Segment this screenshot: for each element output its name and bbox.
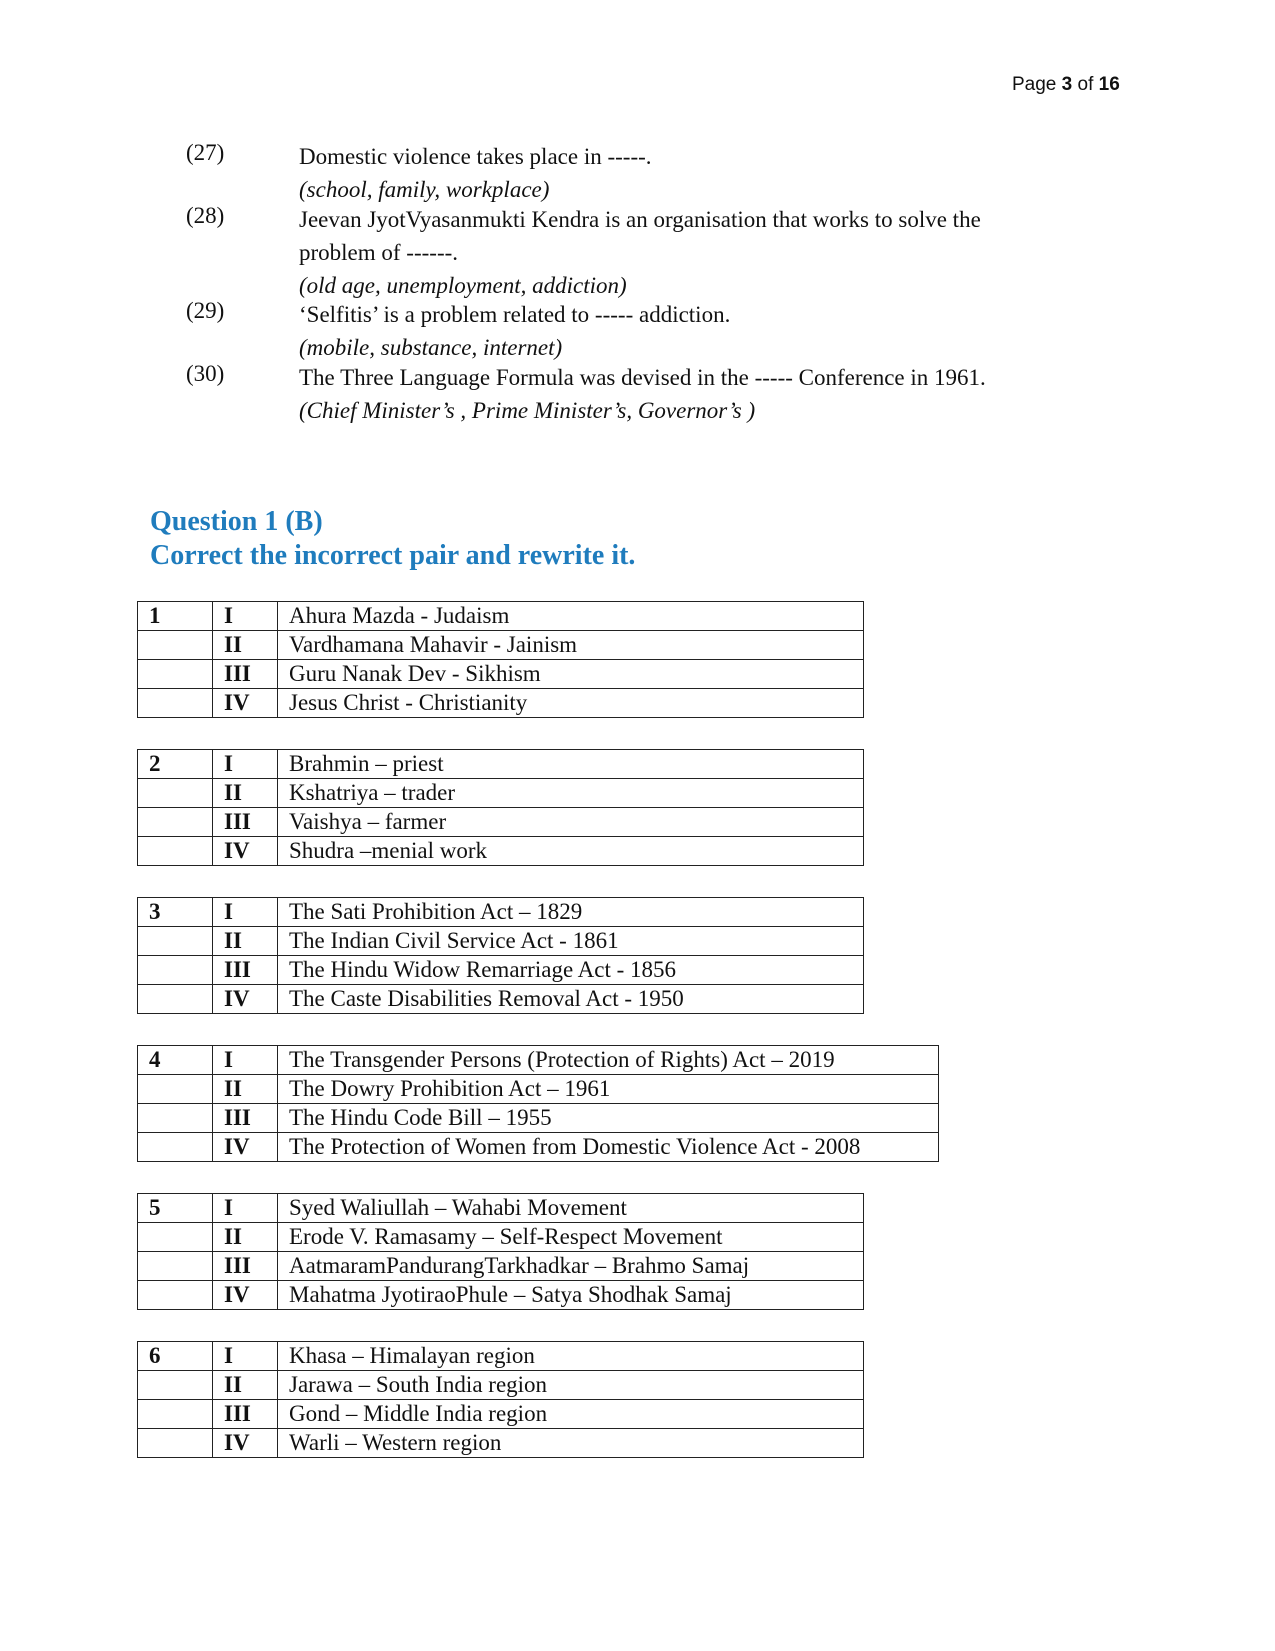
- pair-table-5: [137, 1193, 864, 1310]
- page-number: [1012, 74, 1120, 96]
- set-number: 4: [138, 1046, 213, 1075]
- set-number: 2: [138, 750, 213, 779]
- table-row: [138, 689, 864, 718]
- table-row: [138, 1400, 864, 1429]
- section-instruction: Correct the incorrect pair and rewrite it.: [150, 540, 636, 571]
- set-number: 3: [138, 898, 213, 927]
- page-of: of: [1072, 74, 1099, 95]
- table-row: [138, 898, 864, 927]
- question-28: [186, 203, 1086, 302]
- pair-statement: Kshatriya – trader: [278, 779, 864, 808]
- pair-statement: Mahatma JyotiraoPhule – Satya Shodhak Samaj: [278, 1281, 864, 1310]
- pair-table-2: [137, 749, 864, 866]
- roman-numeral: IV: [213, 689, 278, 718]
- pair-statement: The Hindu Code Bill – 1955: [278, 1104, 939, 1133]
- pair-statement: The Caste Disabilities Removal Act - 1950: [278, 985, 864, 1014]
- roman-numeral: IV: [213, 837, 278, 866]
- table-row: [138, 1075, 939, 1104]
- roman-numeral: I: [213, 1342, 278, 1371]
- table-row: [138, 1104, 939, 1133]
- roman-numeral: IV: [213, 1133, 278, 1162]
- table-row: [138, 1371, 864, 1400]
- section-title: Question 1 (B): [150, 506, 323, 537]
- question-text: problem of ------.: [299, 240, 459, 265]
- table-row: [138, 660, 864, 689]
- pair-statement: Ahura Mazda - Judaism: [278, 602, 864, 631]
- roman-numeral: IV: [213, 985, 278, 1014]
- question-number: (28): [186, 203, 225, 228]
- set-number: 1: [138, 602, 213, 631]
- pair-statement: The Hindu Widow Remarriage Act - 1856: [278, 956, 864, 985]
- table-row: [138, 602, 864, 631]
- question-number: (29): [186, 298, 225, 323]
- roman-numeral: I: [213, 1046, 278, 1075]
- table-row: [138, 1342, 864, 1371]
- question-number: (30): [186, 361, 225, 386]
- table-row: [138, 837, 864, 866]
- table-row: [138, 808, 864, 837]
- pair-table-1: [137, 601, 864, 718]
- pair-statement: Jesus Christ - Christianity: [278, 689, 864, 718]
- roman-numeral: III: [213, 660, 278, 689]
- roman-numeral: III: [213, 1400, 278, 1429]
- pair-statement: The Protection of Women from Domestic Violence Act - 2008: [278, 1133, 939, 1162]
- table-row: [138, 1429, 864, 1458]
- pair-statement: Brahmin – priest: [278, 750, 864, 779]
- pair-statement: Vaishya – farmer: [278, 808, 864, 837]
- table-row: [138, 1252, 864, 1281]
- pair-statement: Warli – Western region: [278, 1429, 864, 1458]
- roman-numeral: II: [213, 631, 278, 660]
- roman-numeral: II: [213, 1075, 278, 1104]
- table-row: [138, 1281, 864, 1310]
- table-row: [138, 985, 864, 1014]
- roman-numeral: III: [213, 1104, 278, 1133]
- table-row: [138, 631, 864, 660]
- page-total: 16: [1098, 74, 1120, 95]
- question-number: (27): [186, 140, 225, 165]
- roman-numeral: I: [213, 898, 278, 927]
- table-row: [138, 1223, 864, 1252]
- roman-numeral: II: [213, 1371, 278, 1400]
- question-30: [186, 361, 1086, 427]
- pair-statement: The Transgender Persons (Protection of Rights) Act – 2019: [278, 1046, 939, 1075]
- table-row: [138, 927, 864, 956]
- question-options: (Chief Minister’s , Prime Minister’s, Governor’s ): [299, 398, 756, 423]
- table-row: [138, 1194, 864, 1223]
- pair-statement: Shudra –menial work: [278, 837, 864, 866]
- table-row: [138, 779, 864, 808]
- pair-statement: AatmaramPandurangTarkhadkar – Brahmo Samaj: [278, 1252, 864, 1281]
- question-options: (mobile, substance, internet): [299, 335, 563, 360]
- pair-table-3: [137, 897, 864, 1014]
- roman-numeral: IV: [213, 1429, 278, 1458]
- pair-statement: Guru Nanak Dev - Sikhism: [278, 660, 864, 689]
- table-row: [138, 750, 864, 779]
- set-number: 5: [138, 1194, 213, 1223]
- table-row: [138, 1046, 939, 1075]
- pair-statement: The Indian Civil Service Act - 1861: [278, 927, 864, 956]
- roman-numeral: II: [213, 779, 278, 808]
- roman-numeral: III: [213, 808, 278, 837]
- roman-numeral: III: [213, 956, 278, 985]
- page-prefix: Page: [1012, 74, 1062, 95]
- pair-table-4: [137, 1045, 939, 1162]
- question-text: Jeevan JyotVyasanmukti Kendra is an organisation that works to solve the: [299, 207, 981, 232]
- question-options: (school, family, workplace): [299, 177, 550, 202]
- set-number: 6: [138, 1342, 213, 1371]
- roman-numeral: II: [213, 927, 278, 956]
- pair-statement: The Sati Prohibition Act – 1829: [278, 898, 864, 927]
- question-text: Domestic violence takes place in -----.: [299, 144, 652, 169]
- roman-numeral: IV: [213, 1281, 278, 1310]
- roman-numeral: III: [213, 1252, 278, 1281]
- pair-statement: Jarawa – South India region: [278, 1371, 864, 1400]
- pair-table-6: [137, 1341, 864, 1458]
- question-text: The Three Language Formula was devised in the ----- Conference in 1961.: [299, 365, 986, 390]
- pair-statement: The Dowry Prohibition Act – 1961: [278, 1075, 939, 1104]
- question-29: [186, 298, 1086, 364]
- page-current: 3: [1061, 74, 1073, 95]
- roman-numeral: I: [213, 602, 278, 631]
- roman-numeral: I: [213, 750, 278, 779]
- pair-statement: Vardhamana Mahavir - Jainism: [278, 631, 864, 660]
- question-text: ‘Selfitis’ is a problem related to ----- addiction.: [299, 302, 731, 327]
- table-row: [138, 1133, 939, 1162]
- pair-statement: Khasa – Himalayan region: [278, 1342, 864, 1371]
- roman-numeral: I: [213, 1194, 278, 1223]
- table-row: [138, 956, 864, 985]
- pair-statement: Erode V. Ramasamy – Self-Respect Movement: [278, 1223, 864, 1252]
- pair-statement: Syed Waliullah – Wahabi Movement: [278, 1194, 864, 1223]
- question-options: (old age, unemployment, addiction): [299, 273, 627, 298]
- pair-statement: Gond – Middle India region: [278, 1400, 864, 1429]
- roman-numeral: II: [213, 1223, 278, 1252]
- section-heading: [150, 505, 635, 573]
- question-27: [186, 140, 1086, 206]
